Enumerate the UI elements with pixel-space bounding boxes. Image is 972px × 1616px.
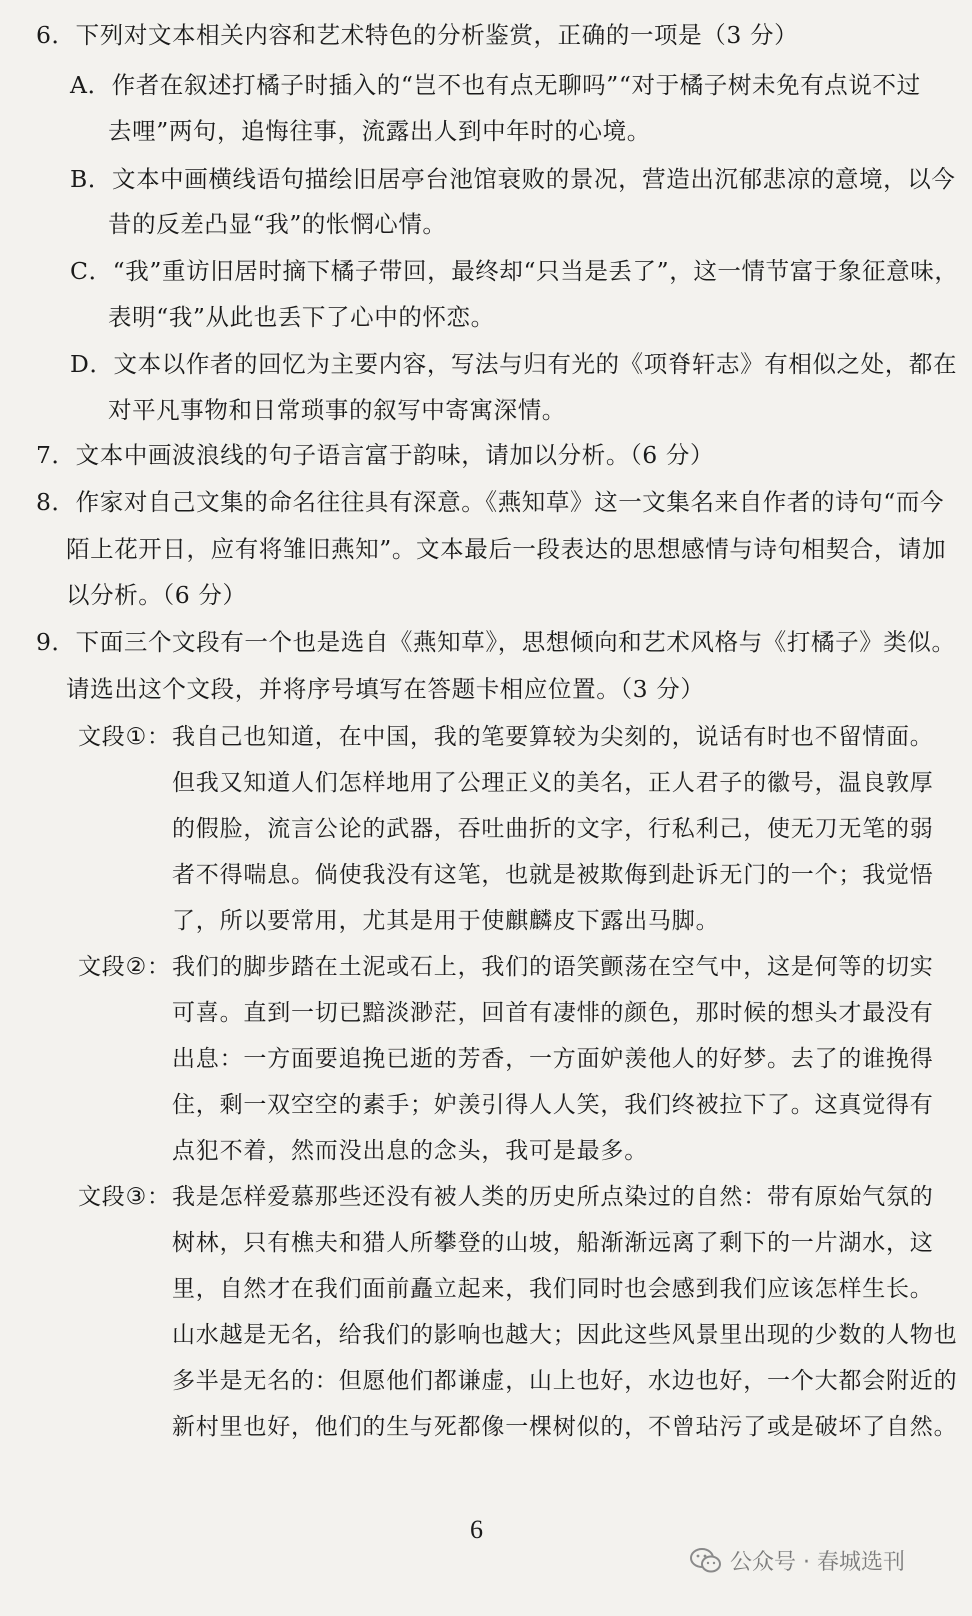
page-number: 6 <box>470 1515 483 1544</box>
watermark <box>690 1545 905 1576</box>
q9-line2: 请选出这个文段，并将序号填写在答题卡相应位置。（3 分） <box>66 675 705 703</box>
passage-1-line: 了，所以要常用，尤其是用于使麒麟皮下露出马脚。 <box>172 908 720 934</box>
passage-2-line: 出息：一方面要追挽已逝的芳香，一方面妒羡他人的好梦。去了的谁挽得 <box>172 1046 934 1072</box>
passage-2-line: 点犯不着，然而没出息的念头，我可是最多。 <box>172 1138 648 1164</box>
q9-line1: 9．下面三个文段有一个也是选自《燕知草》，思想倾向和艺术风格与《打橘子》类似。 <box>36 628 956 656</box>
passage-3-line: 多半是无名的：但愿他们都谦虚，山上也好，水边也好，一个大都会附近的 <box>172 1368 958 1394</box>
q8-line2: 陌上花开日，应有将雏旧燕知”。文本最后一段表达的思想感情与诗句相契合，请加 <box>66 535 947 563</box>
passage-2-line: 住，剩一双空空的素手；妒羡引得人人笑，我们终被拉下了。这真觉得有 <box>172 1092 934 1118</box>
passage-2-line: 可喜。直到一切已黯淡渺茫，回首有凄悱的颜色，那时候的想头才最没有 <box>172 1000 934 1026</box>
passage-3-label: 文段③： <box>78 1184 171 1210</box>
passage-1-line: 者不得喘息。倘使我没有这笔，也就是被欺侮到赴诉无门的一个；我觉悟 <box>172 862 934 888</box>
q6-option-d-line2: 对平凡事物和日常琐事的叙写中寄寓深情。 <box>108 396 566 424</box>
q7-stem: 7．文本中画波浪线的句子语言富于韵味，请加以分析。（6 分） <box>36 441 715 469</box>
q6-option-a-line2: 去哩”两句，追悔往事，流露出人到中年时的心境。 <box>108 117 651 145</box>
passage-3-line: 我是怎样爱慕那些还没有被人类的历史所点染过的自然：带有原始气氛的 <box>172 1184 934 1210</box>
q8-line1: 8．作家对自己文集的命名往往具有深意。《燕知草》这一文集名来自作者的诗句“而今 <box>36 488 945 516</box>
q6-option-b-line2: 昔的反差凸显“我”的怅惘心情。 <box>108 210 447 238</box>
passage-3-line: 新村里也好，他们的生与死都像一棵树似的，不曾玷污了或是破坏了自然。 <box>172 1414 958 1440</box>
passage-1-line: 的假脸，流言公论的武器，吞吐曲折的文字，行私利己，使无刀无笔的弱 <box>172 816 934 842</box>
passage-1-line: 我自己也知道，在中国，我的笔要算较为尖刻的，说话有时也不留情面。 <box>172 724 934 750</box>
passage-3-line: 里，自然才在我们面前矗立起来，我们同时也会感到我们应该怎样生长。 <box>172 1276 934 1302</box>
passage-1-line: 但我又知道人们怎样地用了公理正义的美名，正人君子的徽号，温良敦厚 <box>172 770 934 796</box>
q6-option-c-line2: 表明“我”从此也丢下了心中的怀恋。 <box>108 303 495 331</box>
q6-stem: 6．下列对文本相关内容和艺术特色的分析鉴赏，正确的一项是（3 分） <box>36 21 799 49</box>
passage-1-label: 文段①： <box>78 724 171 750</box>
passage-3-line: 山水越是无名，给我们的影响也越大；因此这些风景里出现的少数的人物也 <box>172 1322 958 1348</box>
q6-option-d-line1: D．文本以作者的回忆为主要内容，写法与归有光的《项脊轩志》有相似之处，都在 <box>70 350 958 378</box>
q6-option-c-line1: C．“我”重访旧居时摘下橘子带回，最终却“只当是丢了”，这一情节富于象征意味， <box>70 257 959 285</box>
q6-option-b-line1: B．文本中画横线语句描绘旧居亭台池馆衰败的景况，营造出沉郁悲凉的意境，以今 <box>70 165 956 193</box>
q6-option-a-line1: A．作者在叙述打橘子时插入的“岂不也有点无聊吗”“对于橘子树未免有点说不过 <box>70 71 921 99</box>
passage-3-line: 树林，只有樵夫和猎人所攀登的山坡，船渐渐远离了剩下的一片湖水，这 <box>172 1230 934 1256</box>
watermark-text: 公众号 · 春城选刊 <box>730 1550 905 1575</box>
passage-2-label: 文段②： <box>78 954 171 980</box>
wechat-icon <box>690 1548 722 1574</box>
q8-line3: 以分析。（6 分） <box>66 581 247 609</box>
passage-2-line: 我们的脚步踏在土泥或石上，我们的语笑颤荡在空气中，这是何等的切实 <box>172 954 934 980</box>
